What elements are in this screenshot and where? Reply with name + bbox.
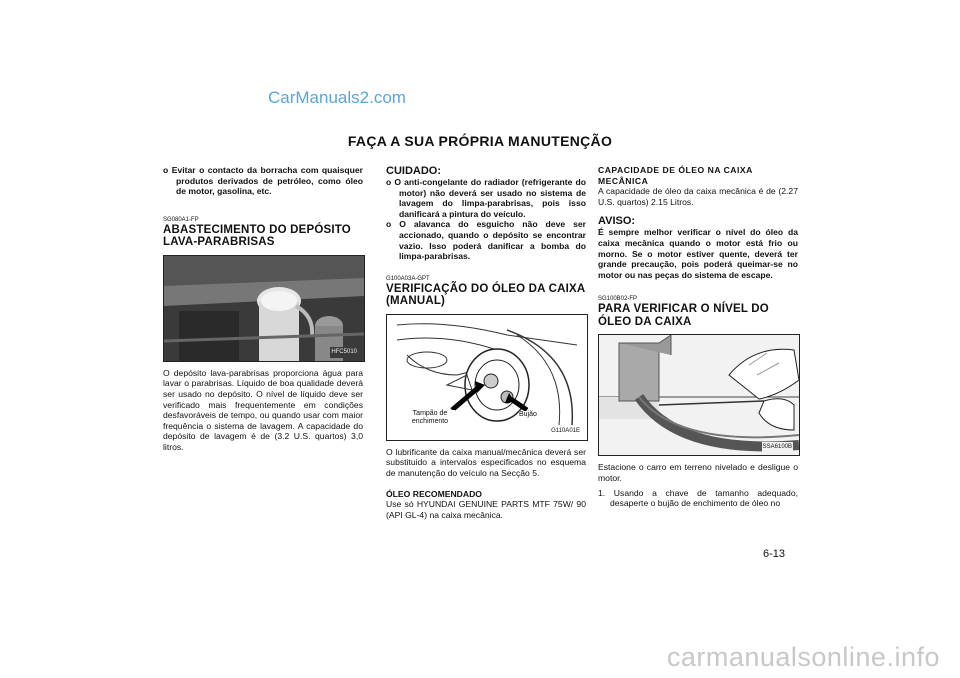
figure-code: SSA6100B (762, 442, 793, 453)
page-header: FAÇA A SUA PRÓPRIA MANUTENÇÃO (347, 133, 613, 149)
oil-level-illustration (599, 335, 799, 455)
watermark-top: CarManuals2.com (268, 88, 406, 107)
oil-level-figure (598, 334, 800, 456)
section-heading: ABASTECIMENTO DO DEPÓSITO LAVA-PARABRISAS (163, 223, 351, 249)
section-heading: VERIFICAÇÃO DO ÓLEO DA CAIXA (MANUAL) (386, 282, 585, 308)
caution-item: o O anti-congelante do radiador (refrigerante do motor) não deverá ser usado no sistema de lavagem do limpa-parabrisas, pois isso danificará a pintura do veículo. (386, 177, 586, 219)
section-code: SG080A1-FP (163, 216, 199, 223)
figure-label-fill-cap: Tampão de enchimento (405, 410, 455, 426)
recommended-title: ÓLEO RECOMENDADO (386, 488, 482, 499)
column-2 (386, 165, 586, 520)
washer-reservoir-figure (163, 255, 365, 362)
capacity-title: CAPACIDADE DE ÓLEO NA CAIXA MECÂNICA (598, 165, 753, 186)
washer-reservoir-illustration (164, 256, 364, 361)
figure-code: G110A01E (550, 426, 581, 437)
column-3 (598, 165, 798, 509)
gearbox-figure (386, 314, 588, 441)
warning-body: É sempre melhor verificar o nível do óleo da caixa mecânica quando o motor está frio ou morno. Se o motor estiver quente, deverá ter grande precaução, pois poderá queimar-se no motor ou nas peças do sistema de escape. (598, 227, 798, 280)
column-1 (163, 165, 363, 453)
watermark-bottom: carmanualsonline.info (666, 642, 940, 672)
capacity-body: A capacidade de óleo da caixa mecânica é de (2.27 U.S. quartos) 2.15 Litros. (598, 186, 798, 207)
page-number: 6-13 (762, 548, 785, 560)
section-code: G100A03A-GPT (386, 275, 430, 282)
caution-title: CUIDADO: (386, 165, 441, 177)
figure-label-plug: Bujão (519, 410, 537, 418)
section-heading: PARA VERIFICAR O NÍVEL DO ÓLEO DA CAIXA (598, 303, 769, 328)
bullet-item: o Evitar o contacto da borracha com quaisquer produtos derivados de petróleo, como óleo de motor, gasolina, etc. (163, 165, 363, 197)
recommended-body: Use só HYUNDAI GENUINE PARTS MTF 75W/ 90 (API GL-4) na caixa mecânica. (386, 499, 586, 520)
caution-item: o O alavanca do esguicho não deve ser accionado, quando o depósito se encontrar vazio. Isso poderá danificar a bomba do limpa-parabrisas. (386, 219, 586, 262)
figure-code: HFC5010 (330, 347, 358, 358)
step-1: 1. Usando a chave de tamanho adequado, desaperte o bujão de enchimento de óleo no (598, 487, 798, 509)
body-text: O lubrificante da caixa manual/mecânica deverá ser substituido a intervalos especificados no esquema de manutenção do veículo na Secção 5. (386, 446, 586, 478)
body-text: O depósito lava-parabrisas proporciona água para lavar o parabrisas. Líquido de boa qualidade deverá ser usado no depósito. O nível de líquido deve ser verificado mais frequentemente em condições desfavoráveis de tempo, ou quando usar com maior frequência o sistema de lavagem. A capacidade do depósito de lavagem é de (3.2 U.S. quartos) 3,0 litros. (163, 367, 363, 452)
section-code: SG100B02-FP (598, 296, 638, 303)
body-text: Estacione o carro em terreno nivelado e desligue o motor. (598, 462, 798, 483)
warning-title: AVISO: (598, 215, 636, 228)
